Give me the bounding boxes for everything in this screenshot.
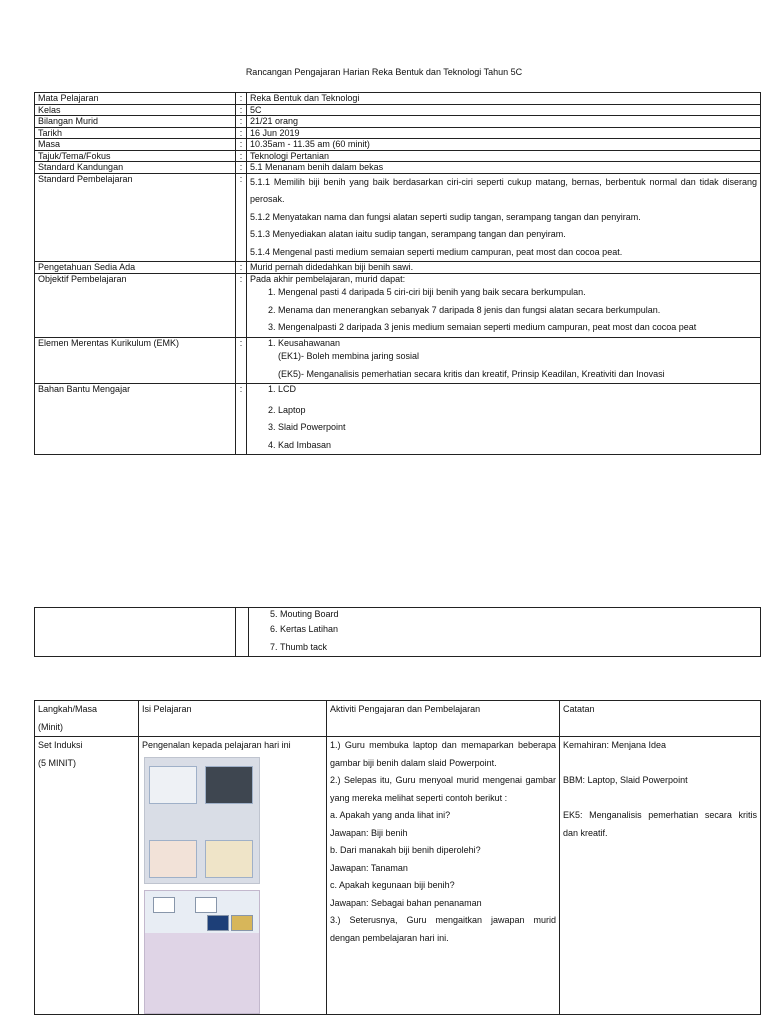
aktiviti-line: 1.) Guru membuka laptop dan memaparkan beberapa gambar biji benih dalam slaid Powerpoint.: [330, 740, 556, 768]
aktiviti-line: c. Apakah kegunaan biji benih?: [330, 880, 455, 890]
emk-sub-item: (EK1)- Boleh membina jaring sosial: [278, 351, 420, 361]
table-row: [35, 116, 761, 128]
list-item: 3. Slaid Powerpoint: [278, 419, 757, 437]
aktiviti-line: 3.) Seterusnya, Guru mengaitkan jawapan murid dengan pembelajaran hari ini.: [330, 915, 556, 943]
header-text: Langkah/Masa: [38, 704, 98, 714]
row-value: 10.35am - 11.35 am (60 minit): [247, 139, 761, 151]
row-label: Masa: [35, 139, 236, 151]
aktiviti-cell: [327, 737, 560, 1015]
row-separator: :: [236, 150, 247, 162]
empty-cell: [35, 608, 236, 657]
header-langkah: [35, 701, 139, 737]
row-value: 16 Jun 2019: [247, 127, 761, 139]
table-row: [35, 384, 761, 455]
list-item: 1. Keusahawanan: [278, 338, 757, 349]
table-row: [35, 737, 761, 1015]
row-value: Reka Bentuk dan Teknologi: [247, 93, 761, 105]
aktiviti-line: Jawapan: Tanaman: [330, 862, 408, 873]
row-separator: :: [236, 116, 247, 128]
row-separator: :: [236, 173, 247, 262]
row-value: Murid pernah didedahkan biji benih sawi.: [247, 262, 761, 274]
empty-separator-cell: [236, 608, 249, 657]
standard-item: 5.1.2 Menyatakan nama dan fungsi alatan seperti sudip tangan, serampang tangan dan penyiram.: [250, 211, 641, 222]
slide-photo-1: [144, 757, 260, 884]
slide-pane: [231, 915, 253, 931]
catatan-cell: [560, 737, 761, 1015]
list-item: 2. Laptop: [278, 402, 757, 420]
list-item: 2. Menama dan menerangkan sebanyak 7 daripada 8 jenis dan fungsi alatan secara berkumpulan.: [278, 302, 757, 320]
list-item: 3. Mengenalpasti 2 daripada 3 jenis medium semaian seperti medium campuran, peat most dan cocoa peat: [278, 319, 757, 337]
header-isi: Isi Pelajaran: [139, 701, 327, 737]
table-row: [35, 273, 761, 337]
list-item: 6. Kertas Latihan: [280, 621, 757, 639]
step-cell: [35, 737, 139, 1015]
slide-pane: [205, 840, 253, 878]
table-row: [35, 139, 761, 151]
slide-pane: [153, 897, 175, 913]
aktiviti-line: b. Dari manakah biji benih diperolehi?: [330, 845, 481, 855]
standard-pembelajaran-list: [247, 173, 761, 262]
row-separator: :: [236, 273, 247, 337]
emk-sub-item: (EK5)- Menganalisis pemerhatian secara kritis dan kreatif, Prinsip Keadilan, Kreativiti dan Inovasi: [278, 368, 665, 379]
row-separator: :: [236, 337, 247, 384]
step-time: (5 MINIT): [38, 757, 76, 768]
list-item: 4. Kad Imbasan: [278, 437, 757, 455]
header-aktiviti: Aktiviti Pengajaran dan Pembelajaran: [327, 701, 560, 737]
row-separator: :: [236, 262, 247, 274]
row-value: Teknologi Pertanian: [247, 150, 761, 162]
catatan-line: EK5: Menganalisis pemerhatian secara kritis dan kreatif.: [563, 810, 757, 838]
list-item: 1. LCD: [278, 384, 757, 395]
list-item: 5. Mouting Board: [280, 608, 757, 621]
isi-cell: [139, 737, 327, 1015]
row-label: Standard Kandungan: [35, 162, 236, 174]
table-row: [35, 162, 761, 174]
slide-pane: [195, 897, 217, 913]
table-row: [35, 150, 761, 162]
row-label: Standard Pembelajaran: [35, 173, 236, 262]
slide-pane: [149, 766, 197, 804]
row-label: Tajuk/Tema/Fokus: [35, 150, 236, 162]
row-separator: :: [236, 104, 247, 116]
table-row: [35, 262, 761, 274]
table-row: [35, 173, 761, 262]
table-row: [35, 104, 761, 116]
header-text: (Minit): [38, 721, 63, 732]
table-header-row: [35, 701, 761, 737]
catatan-line: BBM: Laptop, Slaid Powerpoint: [563, 775, 688, 785]
aktiviti-line: a. Apakah yang anda lihat ini?: [330, 810, 451, 820]
standard-item: 5.1.3 Menyediakan alatan iaitu sudip tangan, serampang tangan dan penyiram.: [250, 229, 566, 239]
emk-items: [250, 338, 757, 349]
standard-item: 5.1.1 Memilih biji benih yang baik berdasarkan ciri-ciri seperti cukup matang, bernas, berbentuk normal dan tidak diserang perosak.: [250, 176, 757, 204]
row-separator: :: [236, 162, 247, 174]
row-separator: :: [236, 139, 247, 151]
objektif-items: [250, 284, 757, 337]
row-label: Tarikh: [35, 127, 236, 139]
lesson-steps-table: [34, 700, 761, 1015]
bbm-items: [250, 384, 757, 454]
row-value: 5C: [247, 104, 761, 116]
row-label: Bahan Bantu Mengajar: [35, 384, 236, 455]
table-row: [35, 337, 761, 384]
bbm-list: [247, 384, 761, 455]
slide-photo-2: [144, 890, 260, 1014]
emk-list: [247, 337, 761, 384]
row-separator: :: [236, 127, 247, 139]
row-value: 5.1 Menanam benih dalam bekas: [247, 162, 761, 174]
row-value: 21/21 orang: [247, 116, 761, 128]
isi-text: Pengenalan kepada pelajaran hari ini: [142, 740, 291, 750]
list-item: 7. Thumb tack: [280, 639, 757, 657]
row-separator: :: [236, 93, 247, 105]
table-row: [35, 608, 761, 657]
row-label: Pengetahuan Sedia Ada: [35, 262, 236, 274]
aktiviti-line: 2.) Selepas itu, Guru menyoal murid mengenai gambar yang mereka melihat seperti contoh berikut :: [330, 775, 556, 803]
row-separator: :: [236, 384, 247, 455]
table-row: [35, 127, 761, 139]
row-label: Elemen Merentas Kurikulum (EMK): [35, 337, 236, 384]
objektif-list: [247, 273, 761, 337]
list-item: 1. Mengenal pasti 4 daripada 5 ciri-ciri biji benih yang baik secara berkumpulan.: [278, 284, 757, 302]
objektif-intro: Pada akhir pembelajaran, murid dapat:: [250, 273, 406, 284]
standard-item: 5.1.4 Mengenal pasti medium semaian seperti medium campuran, peat most dan cocoa peat.: [250, 246, 623, 257]
row-label: Objektif Pembelajaran: [35, 273, 236, 337]
header-catatan: Catatan: [560, 701, 761, 737]
row-label: Bilangan Murid: [35, 116, 236, 128]
step-name: Set Induksi: [38, 740, 83, 750]
catatan-line: Kemahiran: Menjana Idea: [563, 740, 667, 750]
bbm-continued-table: [34, 607, 761, 657]
aktiviti-line: Jawapan: Biji benih: [330, 827, 408, 838]
lesson-info-table: [34, 92, 761, 455]
page-title: Rancangan Pengajaran Harian Reka Bentuk dan Teknologi Tahun 5C: [245, 67, 523, 77]
bbm-list-continued: [249, 608, 761, 657]
aktiviti-line: Jawapan: Sebagai bahan penanaman: [330, 897, 482, 908]
table-row: [35, 93, 761, 105]
slide-pane: [207, 915, 229, 931]
row-label: Mata Pelajaran: [35, 93, 236, 105]
slide-pane: [149, 840, 197, 878]
row-label: Kelas: [35, 104, 236, 116]
slide-pane: [205, 766, 253, 804]
bbm-items-continued: [252, 608, 757, 656]
